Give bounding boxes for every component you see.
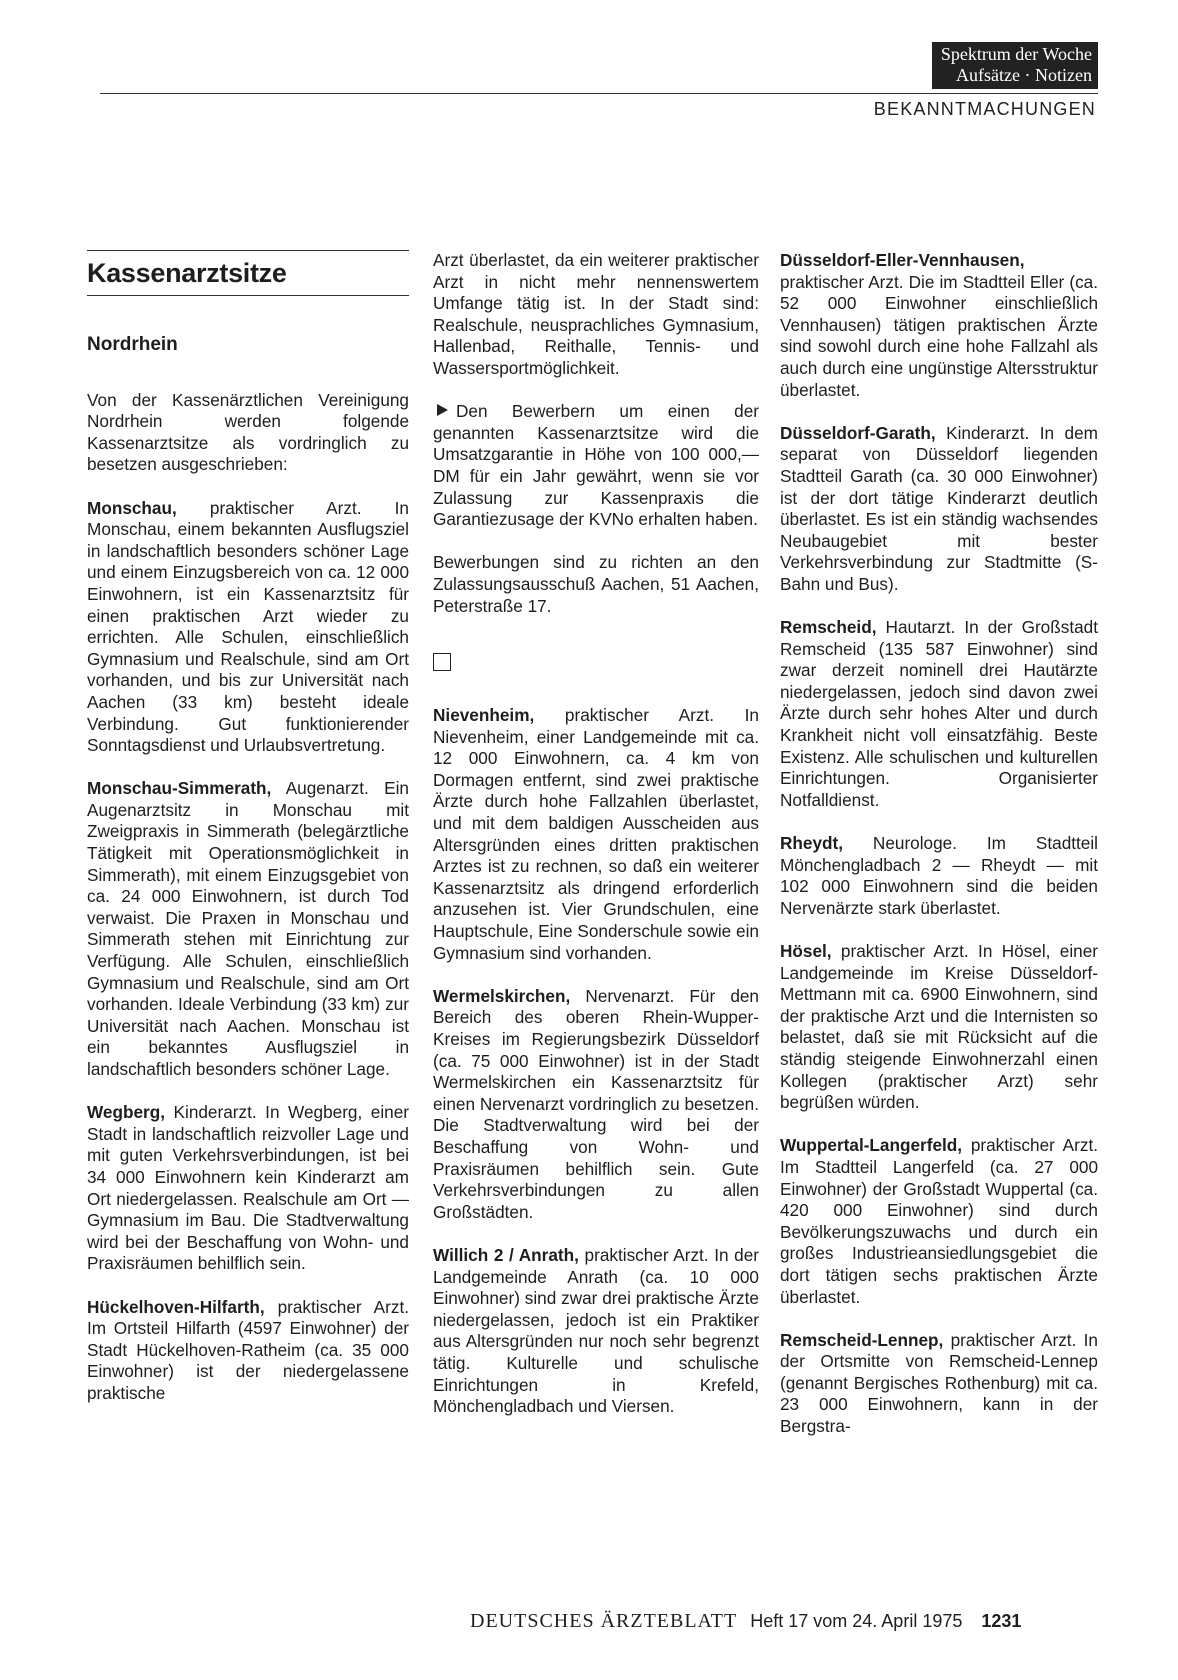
entry-text: praktischer Arzt. In der Ortsmitte von Remscheid-Lennep (genannt Bergisches Rothenburg) mit ca. 23 000 Einwohnern, kann in der Bergstra- xyxy=(780,1329,1098,1437)
entry-paragraph xyxy=(87,498,409,757)
entry-text: Kinderarzt. In dem separat von Düsseldorf liegenden Stadtteil Garath (ca. 30 000 Einwohner) ist der dort tätige Kinderarzt deutlich überlastet. Es ist ein ständig wachsendes Neubaugebiet mit bester Verkehrsverbindung zur Stadtmitte (S-Bahn und Bus). xyxy=(780,422,1098,594)
entry-list-3 xyxy=(780,250,1098,1438)
badge-line-2: Aufsätze · Notizen xyxy=(956,65,1092,85)
entry-location: Nievenheim, xyxy=(433,705,535,726)
entry-paragraph xyxy=(433,1245,759,1418)
intro-paragraph: Von der Kassenärztlichen Vereinigung Nordrhein werden folgende Kassenarztsitze als vordringlich zu besetzen ausgeschrieben: xyxy=(87,389,409,475)
entry-paragraph xyxy=(433,986,759,1224)
entry-paragraph xyxy=(780,1330,1098,1438)
column-1 xyxy=(87,250,409,1426)
entry-list-2 xyxy=(433,705,759,1418)
entry-paragraph xyxy=(87,1297,409,1405)
entry-location: Wegberg, xyxy=(87,1102,165,1123)
arrow-right-icon xyxy=(437,404,448,416)
entry-paragraph xyxy=(433,705,759,964)
header-rule xyxy=(100,93,1098,94)
entry-location: Wermelskirchen, xyxy=(433,985,571,1006)
article-title: Kassenarztsitze xyxy=(87,258,287,288)
entry-location: Hösel, xyxy=(780,941,832,961)
title-block xyxy=(87,250,409,296)
guarantee-text: Den Bewerbern um einen der genannten Kassenarztsitze wird die Umsatzgarantie in Höhe von 100 000,— DM für ein Jahr gewährt, wenn sie vor Zulassung zur Kassenpraxis die Garantiezusage der KVNo erhalten haben. xyxy=(433,401,759,530)
entry-paragraph xyxy=(87,1102,409,1275)
entry-location: Rheydt, xyxy=(780,833,844,854)
entry-location: Wuppertal-Langerfeld, xyxy=(780,1135,963,1156)
application-paragraph: Bewerbungen sind zu richten an den Zulassungsausschuß Aachen, 51 Aachen, Peterstraße 17. xyxy=(433,552,759,616)
entry-location: Remscheid, xyxy=(780,617,877,638)
entry-paragraph xyxy=(780,617,1098,811)
entry-location: Düsseldorf-Eller-Vennhausen, xyxy=(780,250,1025,270)
entry-paragraph xyxy=(780,941,1098,1114)
entry-paragraph xyxy=(780,250,1098,401)
entry-location: Monschau, xyxy=(87,497,177,518)
entry-text: Neurologe. Im Stadtteil Mönchengladbach 2 — Rheydt — mit 102 000 Einwohnern sind die beiden Nervenärzte stark überlastet. xyxy=(780,833,1098,918)
entry-text: Kinderarzt. In Wegberg, einer Stadt in landschaftlich reizvoller Lage und mit guten Verkehrsverbindungen, ist bei 34 000 Einwohnern kein Kinderarzt am Ort niedergelassen. Realschule am Ort — Gymnasium im Bau. Die Stadtverwaltung wird bei der Beschaffung von Wohn- und Praxisräumen behilflich sein. xyxy=(87,1102,409,1274)
entry-text: praktischer Arzt. Im Stadtteil Langerfeld (ca. 27 000 Einwohner) der Großstadt Wuppertal (ca. 420 000 Einwohner) sind durch Bevölkerungszuwachs und durch ein großes Industrieansiedlungsgebiet die dort tätigen sechs praktischen Ärzte überlastet. xyxy=(780,1135,1098,1307)
section-label: BEKANNTMACHUNGEN xyxy=(873,99,1096,119)
entry-text: praktischer Arzt. Im Ortsteil Hilfarth (4597 Einwohner) der Stadt Hückelhoven-Ratheim (ca. 35 000 Einwohner) ist der niedergelassene praktische xyxy=(87,1296,409,1403)
page-number: 1231 xyxy=(981,1611,1022,1631)
section-badge xyxy=(932,42,1098,89)
square-icon xyxy=(433,653,451,671)
issue-info: Heft 17 vom 24. April 1975 xyxy=(750,1611,963,1631)
region-heading: Nordrhein xyxy=(87,334,178,355)
entry-text: Nervenarzt. Für den Bereich des oberen Rhein-Wupper-Kreises im Regierungsbezirk Düsseldorf (ca. 75 000 Einwohner) ist in der Stadt Wermelskirchen ein Kassenarztsitz für einen Nervenarzt vordringlich zu besetzen. Die Stadtverwaltung wird bei der Beschaffung von Wohn- und Praxisräumen behilflich sein. Gute Verkehrsverbindungen zu allen Großstädten. xyxy=(433,985,759,1222)
page-footer xyxy=(470,1610,1021,1633)
entry-location: Willich 2 / Anrath, xyxy=(433,1244,579,1265)
continuation-paragraph: Arzt überlastet, da ein weiterer praktischer Arzt in nicht mehr nennenswertem Umfange tätig ist. In der Stadt sind: Realschule, neusprachliches Gymnasium, Hallenbad, Reithalle, Tennis- und Wassersportmöglichkeit. xyxy=(433,250,759,378)
entry-text: Hautarzt. In der Großstadt Remscheid (135 587 Einwohner) sind zwar derzeit nominell drei Hautärzte niedergelassen, jedoch sind davon zwei Ärzte durch sehr hohes Alter und durch Krankheit nicht voll einsatzfähig. Beste Existenz. Alle schulischen und kulturellen Einrichtungen. Organisierter Notfalldienst. xyxy=(780,617,1098,810)
entry-text: praktischer Arzt. In der Landgemeinde Anrath (ca. 10 000 Einwohner) sind zwar drei praktische Ärzte niedergelassen, jedoch ist ein Praktiker aus Altersgründen nur noch sehr begrenzt tätig. Kulturelle und schulische Einrichtungen in Krefeld, Mönchengladbach und Viersen. xyxy=(433,1244,759,1417)
entry-location: Hückelhoven-Hilfarth, xyxy=(87,1296,265,1317)
journal-name: DEUTSCHES ÄRZTEBLATT xyxy=(470,1610,738,1632)
entry-paragraph xyxy=(780,1135,1098,1308)
entry-location: Remscheid-Lennep, xyxy=(780,1329,944,1350)
entry-paragraph xyxy=(87,778,409,1080)
entry-paragraph xyxy=(780,833,1098,919)
entry-paragraph xyxy=(780,423,1098,596)
entry-list-1 xyxy=(87,498,409,1405)
entry-text: praktischer Arzt. In Hösel, einer Landgemeinde im Kreise Düsseldorf-Mettmann mit ca. 6900 Einwohnern, sind der praktische Arzt und die Internisten so belastet, daß sie mit Rücksicht auf die ständig steigende Einwohnerzahl einen Kollegen (praktischer Arzt) sehr begrüßen würden. xyxy=(780,941,1098,1113)
entry-text: praktischer Arzt. In Nievenheim, einer Landgemeinde mit ca. 12 000 Einwohnern, ca. 4 km von Dormagen entfernt, sind zwei praktische Ärzte durch hohe Fallzahlen überlastet, und mit dem baldigen Ausscheiden aus Altersgründen eines dritten praktischen Arztes ist zu rechnen, so daß ein weiterer Kassenarztsitz als dringend erforderlich anzusehen ist. Vier Grundschulen, eine Hauptschule, Eine Sonderschule sowie ein Gymnasium sind vorhanden. xyxy=(433,705,759,963)
guarantee-paragraph xyxy=(433,401,759,531)
entry-text: praktischer Arzt. Die im Stadtteil Eller (ca. 52 000 Einwohner einschließlich Vennhausen) tätigen praktischen Ärzte sind sowohl durch eine hohe Fallzahl als auch durch eine ungünstige Altersstruktur überlastet. xyxy=(780,271,1098,400)
entry-text: praktischer Arzt. In Monschau, einem bekannten Ausflugsziel in landschaftlich besonders schöner Lage und einem Einzugsbereich von ca. 12 000 Einwohnern, ist ein Kassenarztsitz für einen praktischen Arzt wieder zu errichten. Alle Schulen, einschließlich Gymnasium und Realschule, sind am Ort vorhanden, und bis zur Universität nach Aachen (33 km) besteht ideale Verbindung. Gut funktionierender Sonntagsdienst und Urlaubsvertretung. xyxy=(87,497,409,756)
column-3 xyxy=(780,250,1098,1459)
entry-text: Augenarzt. Ein Augenarztsitz in Monschau mit Zweigpraxis in Simmerath (belegärztliche Tätigkeit mit Operationsmöglichkeit in Simmerath), mit einem Einzugsgebiet von ca. 24 000 Einwohnern, ist durch Tod verwaist. Die Praxen in Monschau und Simmerath stehen mit Einrichtung zur Verfügung. Alle Schulen, einschließlich Gymnasium und Realschule, sind am Ort vorhanden. Ideale Verbindung (33 km) zur Universität nach Aachen. Monschau ist ein bekanntes Ausflugsziel in landschaftlich besonders schöner Lage. xyxy=(87,778,409,1079)
entry-location: Monschau-Simmerath, xyxy=(87,778,272,799)
badge-line-1: Spektrum der Woche xyxy=(940,44,1092,64)
column-2 xyxy=(433,250,759,1439)
entry-location: Düsseldorf-Garath, xyxy=(780,422,936,443)
